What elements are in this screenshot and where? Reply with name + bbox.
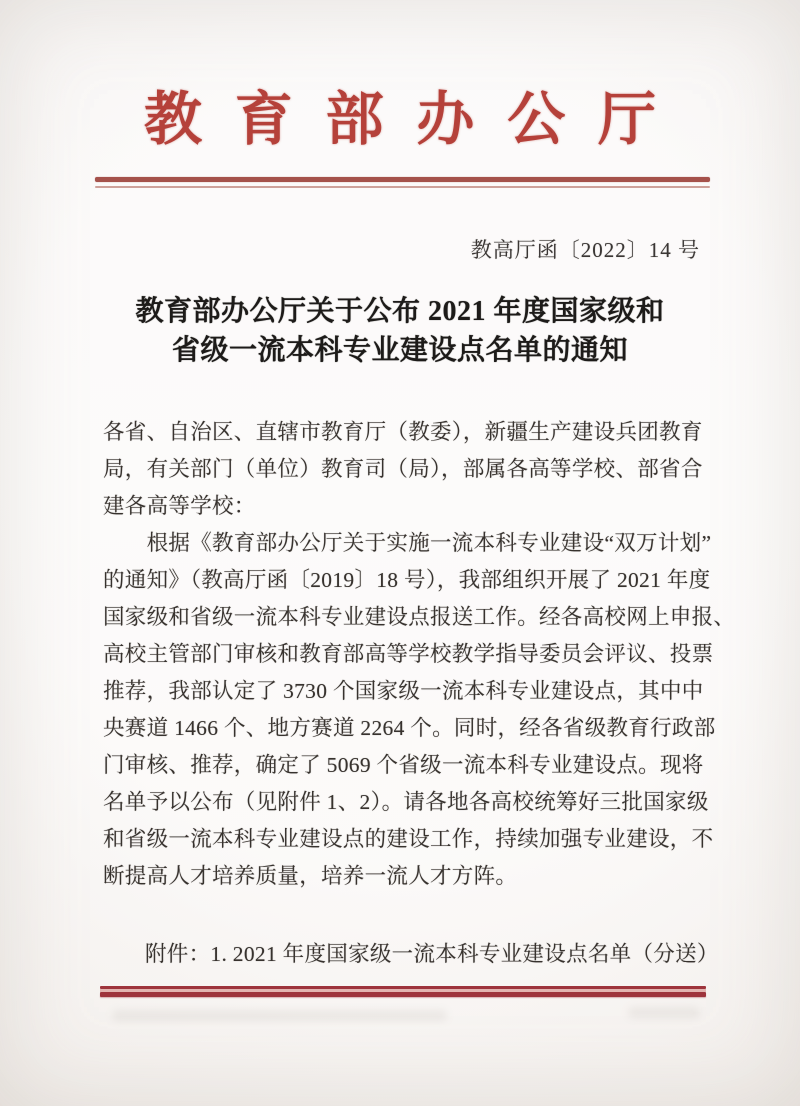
letterhead-divider-thick-line bbox=[95, 177, 710, 182]
body-text-line: 门审核、推荐，确定了 5069 个省级一流本科专业建设点。现将 bbox=[103, 753, 704, 777]
document-number: 教高厅函〔2022〕14 号 bbox=[470, 238, 700, 262]
body-text-line: 名单予以公布（见附件 1、2）。请各地各高校统筹好三批国家级 bbox=[103, 790, 709, 814]
body-text-line: 推荐，我部认定了 3730 个国家级一流本科专业建设点，其中中 bbox=[103, 679, 704, 703]
letterhead-char: 部 bbox=[325, 87, 384, 152]
body-text-line: 根据《教育部办公厅关于实施一流本科专业建设“双万计划” bbox=[103, 531, 712, 555]
letterhead-char: 育 bbox=[234, 87, 293, 152]
letterhead-char: 教 bbox=[144, 87, 203, 152]
body-text bbox=[103, 414, 736, 895]
body-text-line: 高校主管部门审核和教育部高等学校教学指导委员会评议、投票 bbox=[103, 642, 714, 666]
letterhead-divider-thin-line bbox=[95, 186, 710, 188]
letterhead-agency-title bbox=[144, 88, 656, 152]
footer-divider bbox=[100, 986, 706, 997]
bleed-through-smudge bbox=[628, 1007, 700, 1018]
body-text-line: 央赛道 1466 个、地方赛道 2264 个。同时，经各省级教育行政部 bbox=[103, 716, 716, 740]
body-text-line: 的通知》（教高厅函〔2019〕18 号），我部组织开展了 2021 年度 bbox=[103, 568, 711, 592]
bleed-through-smudge bbox=[112, 1010, 447, 1021]
body-text-line: 国家级和省级一流本科专业建设点报送工作。经各高校网上申报、 bbox=[103, 605, 736, 629]
letterhead-char: 办 bbox=[416, 87, 475, 152]
body-text-line: 和省级一流本科专业建设点的建设工作，持续加强专业建设，不 bbox=[103, 827, 714, 851]
notice-title-line-2: 省级一流本科专业建设点名单的通知 bbox=[171, 335, 628, 366]
notice-title bbox=[0, 292, 800, 370]
notice-title-line-1: 教育部办公厅关于公布 2021 年度国家级和 bbox=[135, 296, 665, 327]
footer-divider-bottom-line bbox=[100, 992, 706, 997]
body-text-line: 断提高人才培养质量，培养一流人才方阵。 bbox=[103, 864, 518, 888]
body-text-line: 局，有关部门（单位）教育司（局），部属各高等学校、部省合 bbox=[103, 457, 703, 481]
attachment-line: 附件：1. 2021 年度国家级一流本科专业建设点名单（分送） bbox=[145, 942, 719, 966]
letterhead-divider bbox=[95, 177, 710, 188]
body-text-line: 各省、自治区、直辖市教育厅（教委），新疆生产建设兵团教育 bbox=[103, 420, 703, 444]
body-text-line: 建各高等学校： bbox=[103, 494, 256, 518]
letterhead-char: 厅 bbox=[597, 87, 656, 152]
letterhead-char: 公 bbox=[507, 87, 566, 152]
